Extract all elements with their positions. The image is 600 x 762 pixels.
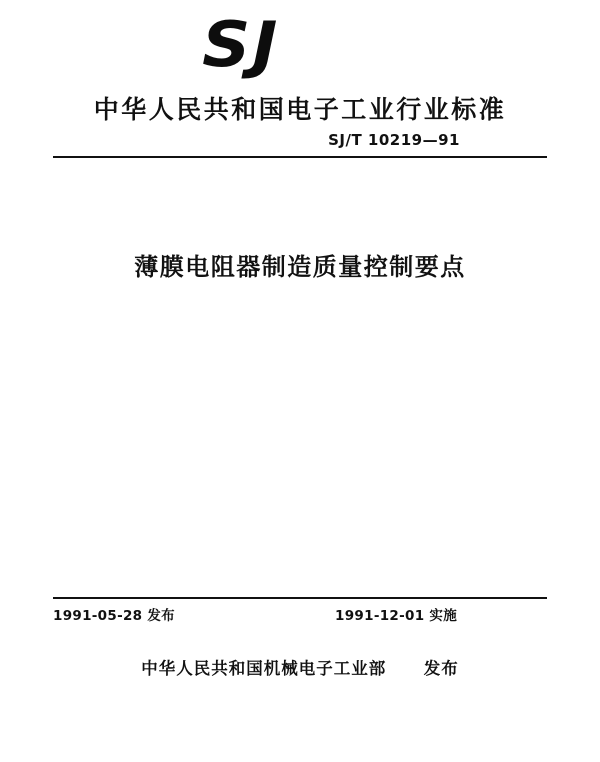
issuing-authority: 中华人民共和国机械电子工业部 [141, 659, 387, 678]
issuing-action: 发布 [423, 659, 459, 678]
standard-series-title: 中华人民共和国电子工业行业标准 [93, 95, 507, 124]
header-divider-rule [53, 156, 547, 158]
sj-logo: SJ [202, 8, 280, 81]
sj-logo-container [0, 8, 600, 81]
issuing-authority-line [0, 655, 600, 679]
standard-number: SJ/T 10219—91 [328, 131, 460, 149]
footer-divider-rule [53, 597, 547, 599]
issue-date: 1991-05-28 发布 [53, 608, 175, 624]
document-title: 薄膜电阻器制造质量控制要点 [134, 253, 466, 281]
dates-row [53, 604, 547, 624]
effective-date: 1991-12-01 实施 [335, 608, 457, 624]
